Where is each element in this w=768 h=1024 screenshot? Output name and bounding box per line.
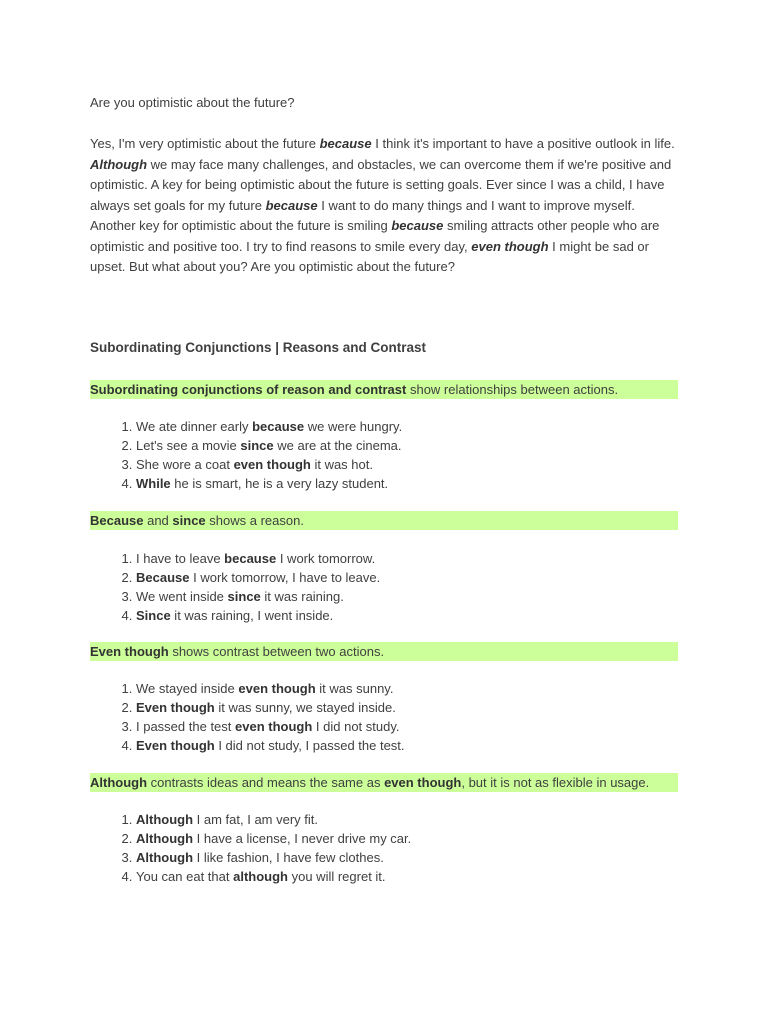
- highlight-text: shows a reason.: [205, 513, 304, 528]
- list-item: 2. Because I work tomorrow, I have to leave.: [136, 568, 380, 587]
- answer-text: I think it's important to have a positive outlook in life.: [371, 136, 675, 151]
- list-item: 1. I have to leave because I work tomorrow.: [136, 549, 380, 568]
- list-item: 3. She wore a coat even though it was hot.: [136, 455, 402, 474]
- list-item: 1. We stayed inside even though it was sunny.: [136, 679, 405, 698]
- highlight-text: contrasts ideas and means the same as: [147, 775, 385, 790]
- answer-text: Yes, I'm very optimistic about the future: [90, 136, 320, 151]
- highlight-bold: Subordinating conjunctions of reason and contrast: [90, 382, 407, 397]
- answer-keyword: Although: [90, 156, 148, 172]
- although-highlight: [90, 773, 678, 792]
- list-item: 4. Since it was raining, I went inside.: [136, 606, 380, 625]
- answer-paragraph: [90, 134, 678, 278]
- answer-text: smiling attracts other people who are optimistic and positive too. I try to find reasons to smile every day,: [90, 218, 660, 254]
- highlight-bold: Even though: [90, 644, 169, 659]
- highlight-text: , but it is not as flexible in usage.: [461, 775, 650, 790]
- highlight-bold: Although: [90, 775, 148, 790]
- highlight-bold: Because: [90, 513, 144, 528]
- highlight-bold: even though: [384, 775, 462, 790]
- highlight-text: and: [143, 513, 173, 528]
- reason-highlight: [90, 511, 678, 530]
- contrast-examples-list: [90, 679, 405, 755]
- reason-examples-list: [90, 549, 380, 625]
- highlight-text: show relationships between actions.: [406, 382, 619, 397]
- intro-highlight: [90, 380, 678, 399]
- answer-keyword: because: [391, 218, 444, 233]
- list-item: 4. While he is smart, he is a very lazy student.: [136, 474, 402, 493]
- list-item: 1. Although I am fat, I am very fit.: [136, 810, 411, 829]
- list-item: 3. We went inside since it was raining.: [136, 587, 380, 606]
- although-examples-list: [90, 810, 411, 886]
- list-item: 2. Even though it was sunny, we stayed inside.: [136, 698, 405, 717]
- answer-keyword: because: [265, 197, 318, 213]
- intro-examples-list: [90, 417, 402, 493]
- question-text: Are you optimistic about the future?: [90, 95, 295, 110]
- list-item: 1. We ate dinner early because we were hungry.: [136, 417, 402, 436]
- list-item: 4. You can eat that although you will regret it.: [136, 867, 411, 886]
- contrast-highlight: [90, 642, 678, 661]
- list-item: 3. I passed the test even though I did not study.: [136, 717, 405, 736]
- list-item: 4. Even though I did not study, I passed the test.: [136, 736, 405, 755]
- list-item: 3. Although I like fashion, I have few clothes.: [136, 848, 411, 867]
- highlight-bold: since: [172, 513, 206, 528]
- section-title: Subordinating Conjunctions | Reasons and Contrast: [90, 340, 427, 355]
- list-item: 2. Although I have a license, I never drive my car.: [136, 829, 411, 848]
- highlight-text: shows contrast between two actions.: [168, 644, 385, 659]
- answer-keyword: because: [319, 136, 372, 151]
- list-item: 2. Let's see a movie since we are at the cinema.: [136, 436, 402, 455]
- answer-text: I might be sad or upset. But what about you? Are you optimistic about the future?: [90, 238, 649, 274]
- answer-text: we may face many challenges, and obstacles, we can overcome them if we're positive and optimistic. A key for being optimistic about the future is setting goals. Ever since I was a child, I have always set goals for my future: [90, 156, 672, 213]
- answer-text: I want to do many things and I want to improve myself. Another key for optimistic about the future is smiling: [90, 197, 635, 233]
- answer-keyword: even though: [471, 238, 549, 254]
